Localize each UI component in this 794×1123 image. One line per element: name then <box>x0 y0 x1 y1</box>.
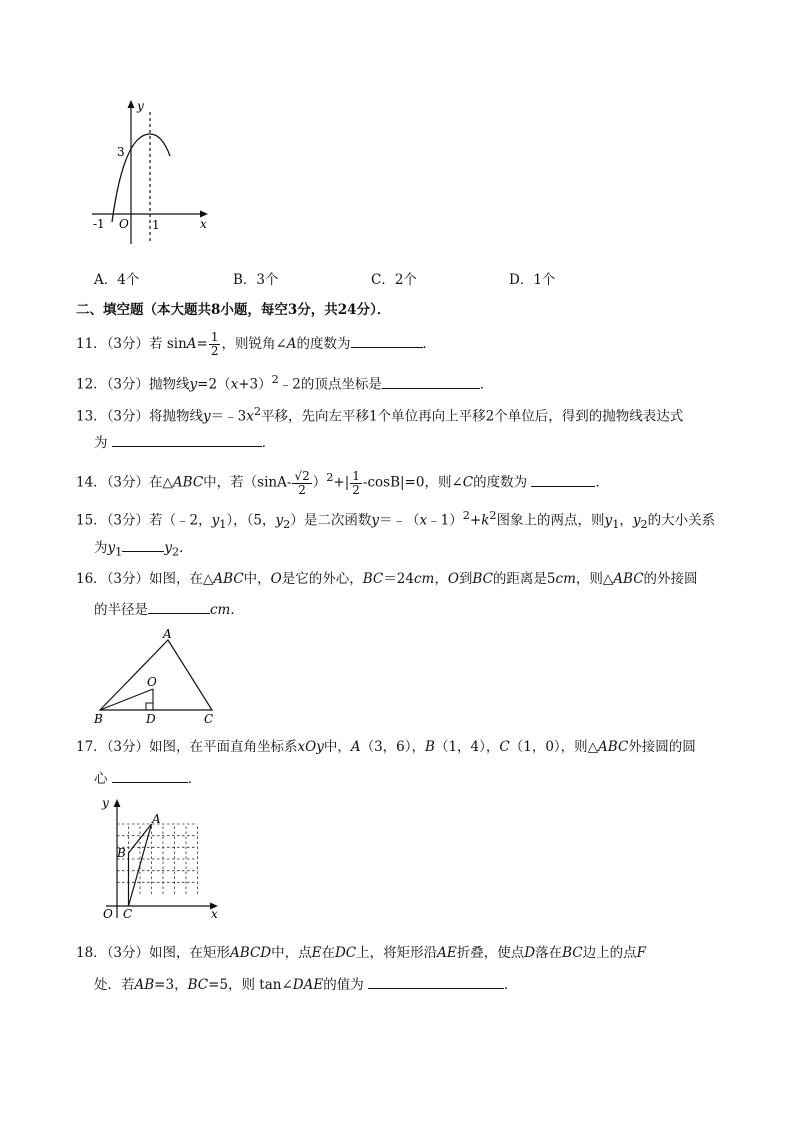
label-o: O <box>147 675 157 689</box>
parabola-graph <box>86 96 216 248</box>
option-c[interactable]: C．2个 <box>371 272 417 288</box>
option-a[interactable]: A．4个 <box>94 272 140 288</box>
option-b[interactable]: B．3个 <box>233 272 279 288</box>
grid-label-c: C <box>123 907 133 921</box>
question-16: 16．（3分）如图，在△ABC中，O是它的外心，BC＝24cm，O到BC的距离是5cm，则△ABC的外接圆 <box>76 571 698 587</box>
grid-label-o: O <box>103 907 113 921</box>
graph-label-3: 3 <box>117 145 125 159</box>
answer-blank-18[interactable] <box>368 974 504 989</box>
graph-y-label: y <box>137 99 144 113</box>
fraction-sqrt2-over-2: $\frac{√2}{2}$ <box>294 468 310 497</box>
label-c: C <box>204 712 214 726</box>
question-15-line-2: 为$y_1$ $y_2$． <box>94 537 193 564</box>
answer-blank-14[interactable] <box>531 472 595 487</box>
label-d: D <box>146 712 156 726</box>
grid-label-y: y <box>102 796 109 810</box>
answer-blank-17[interactable] <box>112 768 188 783</box>
grid-label-b: B <box>117 846 126 860</box>
question-16-line-2: 的半径是 cm． <box>94 599 244 621</box>
question-18-line-2: 处．若AB=3，BC=5，则 tan∠DAE的值为 ． <box>94 974 518 996</box>
fraction-one-half: $\frac{1}{2}$ <box>210 330 219 358</box>
question-15: 15．（3分）若（﹣2，$y_1$），（5，$y_2$）是二次函数$y=﹣(x﹣1)^2+k^2$图象上的两点，则$y_1$，$y_2$的大小关系 <box>76 509 716 532</box>
grid-figure-17 <box>96 794 226 922</box>
grid-label-x: x <box>211 907 218 921</box>
grid-label-a: A <box>152 812 161 826</box>
segment-ob <box>100 689 153 710</box>
question-12: 12．（3分）抛物线$y=2(x+3)^2﹣2$的顶点坐标是 ． <box>76 373 494 393</box>
option-d[interactable]: D．1个 <box>509 272 556 288</box>
triangle-figure-16 <box>90 626 225 726</box>
question-14: 14．（3分）在△ABC中，若（sinA- $\frac{√2}{2}$ ）$^2$+| $\frac{1}{2}$ -cosB|=0，则∠C的度数为 ． <box>76 468 609 497</box>
answer-blank-12[interactable] <box>382 374 480 389</box>
question-11: 11．（3分）若 sinA= $\frac{1}{2}$ ，则锐角∠A的度数为 ． <box>76 330 437 358</box>
answer-blank-16[interactable] <box>148 599 210 614</box>
label-b: B <box>94 712 103 726</box>
question-17: 17．（3分）如图，在平面直角坐标系xOy中，A（3，6），B（1，4），C（1，0），则△ABC外接圆的圆 <box>76 739 696 755</box>
graph-origin: O <box>119 217 129 231</box>
right-angle-mark <box>146 703 153 710</box>
answer-blank-13[interactable] <box>112 432 262 447</box>
graph-label-1: 1 <box>152 218 160 232</box>
label-a: A <box>163 627 172 641</box>
graph-label-neg1: -1 <box>93 217 105 231</box>
y-axis-arrow <box>128 100 135 108</box>
question-18: 18．（3分）如图，在矩形ABCD中，点E在DC上，将矩形沿AE折叠，使点D落在BC边上的点F <box>76 945 646 961</box>
answer-blank-15[interactable] <box>122 537 164 552</box>
grid-y-arrow <box>114 799 121 807</box>
section-heading: 二、填空题（本大题共8小题，每空3分，共24分）． <box>76 302 391 318</box>
question-13-line-2: 为 ． <box>94 432 275 454</box>
question-17-line-2: 心 ． <box>94 768 201 790</box>
question-13: 13．（3分）将抛物线$y=﹣3x^2$平移，先向左平移1个单位再向上平移2个单位后，得到的抛物线表达式 <box>76 405 684 425</box>
graph-x-label: x <box>200 217 207 231</box>
fraction-half: $\frac{1}{2}$ <box>352 468 360 497</box>
answer-blank-11[interactable] <box>351 333 423 348</box>
